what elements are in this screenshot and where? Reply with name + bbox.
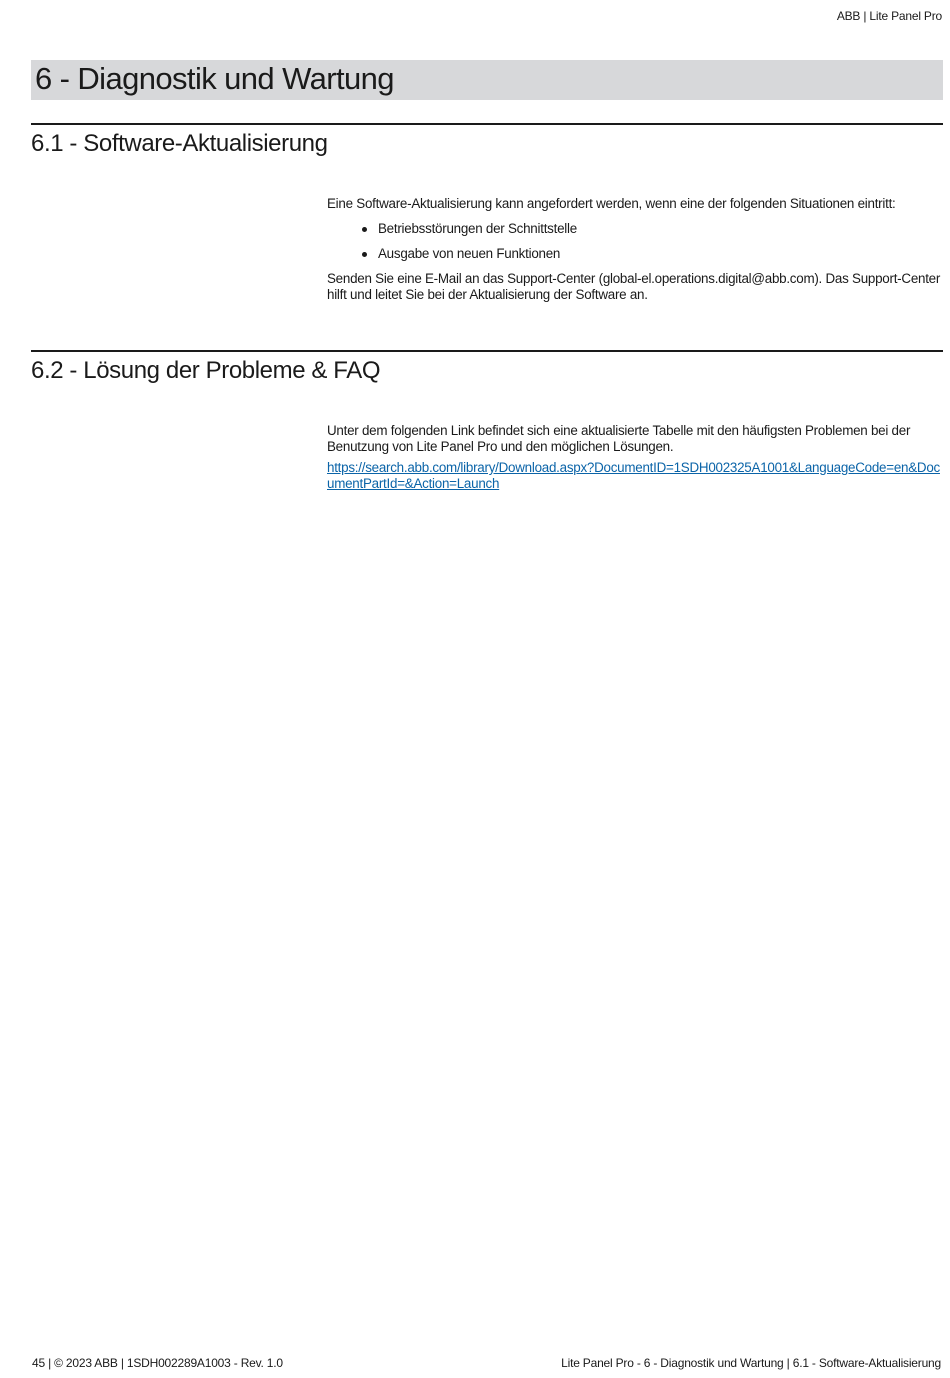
paragraph-support-contact: Senden Sie eine E-Mail an das Support-Center (global-el.operations.digital@abb.com). Das Support-Center hilft und leitet Sie bei der Aktualisierung der Software an. bbox=[327, 271, 941, 302]
faq-download-link[interactable]: https://search.abb.com/library/Download.aspx?DocumentID=1SDH002325A1001&LanguageCode=en&DocumentPartId=&Action=Launch bbox=[327, 460, 940, 491]
section-divider bbox=[31, 123, 943, 125]
footer-page-info: 45 | © 2023 ABB | 1SDH002289A1003 - Rev. 1.0 bbox=[32, 1356, 283, 1370]
bullet-list bbox=[327, 221, 941, 262]
bullet-icon bbox=[362, 252, 367, 257]
paragraph-intro: Eine Software-Aktualisierung kann angefordert werden, wenn eine der folgenden Situationen eintritt: bbox=[327, 196, 896, 211]
chapter-title: 6 - Diagnostik und Wartung bbox=[35, 61, 394, 96]
paragraph-faq-intro: Unter dem folgenden Link befindet sich eine aktualisierte Tabelle mit den häufigsten Problemen bei der Benutzung von Lite Panel Pro und den möglichen Lösungen. bbox=[327, 423, 911, 454]
section-body-troubleshooting-faq bbox=[327, 423, 941, 492]
list-item bbox=[327, 246, 941, 262]
list-item-text: Betriebsstörungen der Schnittstelle bbox=[378, 221, 577, 236]
chapter-title-bar bbox=[31, 60, 943, 100]
page-header-label: ABB | Lite Panel Pro bbox=[836, 9, 942, 23]
section-body-software-update bbox=[327, 196, 941, 312]
list-item bbox=[327, 221, 941, 237]
list-item-text: Ausgabe von neuen Funktionen bbox=[378, 246, 561, 261]
section-title-troubleshooting-faq: 6.2 - Lösung der Probleme & FAQ bbox=[31, 357, 381, 384]
section-divider bbox=[31, 350, 943, 352]
section-title-software-update: 6.1 - Software-Aktualisierung bbox=[31, 130, 328, 157]
bullet-icon bbox=[362, 227, 367, 232]
footer-breadcrumb: Lite Panel Pro - 6 - Diagnostik und Wartung | 6.1 - Software-Aktualisierung bbox=[561, 1356, 941, 1370]
